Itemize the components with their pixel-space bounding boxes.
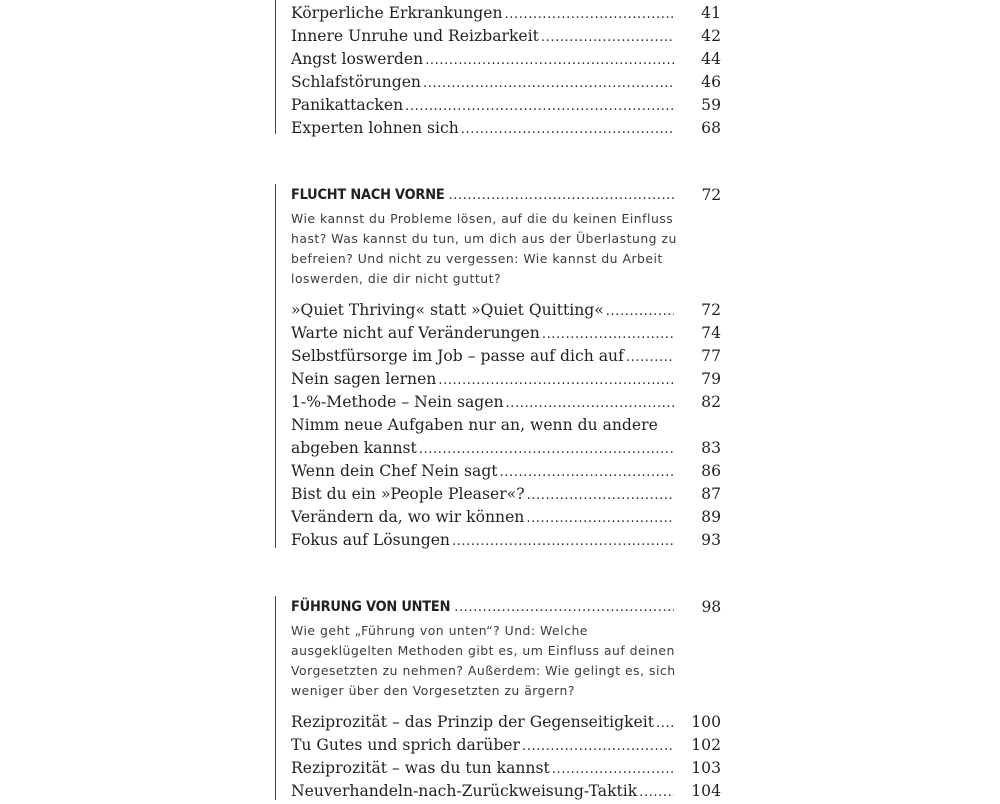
page-number: 44 (701, 50, 721, 68)
dot-leader (522, 735, 674, 758)
toc-section-2 (275, 184, 723, 548)
toc-entry: Warte nicht auf Veränderungen ..... 74 (291, 322, 721, 345)
section-heading: FLUCHT NACH VORNE ..... 72 (291, 184, 721, 206)
toc-entry: Wenn dein Chef Nein sagt ..... 86 (291, 460, 721, 483)
toc-entry: 1-%-Methode – Nein sagen ..... 82 (291, 391, 721, 414)
toc-entry: Neuverhandeln-nach-Zurückweisung-Taktik ..... 104 (291, 780, 721, 803)
page-number: 86 (701, 462, 721, 480)
page-number: 103 (691, 759, 721, 777)
toc-entry: Reziprozität – das Prinzip der Gegenseitigkeit ..... 100 (291, 711, 721, 734)
dot-leader (423, 72, 674, 95)
dot-leader (461, 118, 674, 141)
page-number: 93 (701, 531, 721, 549)
page-number: 82 (701, 393, 721, 411)
toc-entry: Experten lohnen sich ..... 68 (291, 117, 721, 140)
dot-leader (448, 185, 674, 207)
toc-entry-line2: abgeben kannst ..... 83 (291, 437, 721, 460)
section-description: Wie geht „Führung von unten“? Und: Welche ausgeklügelten Methoden gibt es, um Einfluss auf deinen Vorgesetzten zu nehmen? Außerdem: Wie gelingt es, sich weniger über den Vorgesetzten zu ärgern? (291, 623, 676, 698)
page-number: 72 (701, 301, 721, 319)
dot-leader (656, 712, 674, 735)
page-number: 79 (701, 370, 721, 388)
toc-entry-line1: Nimm neue Aufgaben nur an, wenn du andere (291, 416, 658, 434)
page-number: 46 (701, 73, 721, 91)
page-number: 42 (701, 27, 721, 45)
toc-entry: Innere Unruhe und Reizbarkeit ..... 42 (291, 25, 721, 48)
toc-entry: Verändern da, wo wir können ..... 89 (291, 506, 721, 529)
dot-leader (452, 530, 674, 553)
page-number: 59 (701, 96, 721, 114)
toc-entry: Nein sagen lernen ..... 79 (291, 368, 721, 391)
dot-leader (606, 300, 674, 323)
page-number: 98 (701, 598, 721, 616)
page-number: 104 (691, 782, 721, 800)
toc-section-3 (275, 596, 723, 800)
page-number: 74 (701, 324, 721, 342)
toc-entry: Selbstfürsorge im Job – passe auf dich auf ..... 77 (291, 345, 721, 368)
dot-leader (526, 507, 674, 530)
toc-entry: Bist du ein »People Pleaser«? ..... 87 (291, 483, 721, 506)
section-description: Wie kannst du Probleme lösen, auf die du keinen Einfluss hast? Was kannst du tun, um dich aus der Überlastung zu befreien? Und nicht zu vergessen: Wie kannst du Arbeit loswerden, die dir nicht guttut? (291, 211, 677, 286)
dot-leader (552, 758, 674, 781)
dot-leader (505, 3, 674, 26)
dot-leader (438, 369, 674, 392)
page-number: 100 (691, 713, 721, 731)
toc-entry: Körperliche Erkrankungen ..... 41 (291, 2, 721, 25)
dot-leader (639, 781, 674, 804)
page-number: 68 (701, 119, 721, 137)
dot-leader (626, 346, 674, 369)
toc-entry: Reziprozität – was du tun kannst ..... 103 (291, 757, 721, 780)
toc-entry: »Quiet Thriving« statt »Quiet Quitting« ..... 72 (291, 299, 721, 322)
page-number: 102 (691, 736, 721, 754)
dot-leader (506, 392, 674, 415)
dot-leader (500, 461, 674, 484)
toc-entry: Panikattacken ..... 59 (291, 94, 721, 117)
toc-entry: Angst loswerden ..... 44 (291, 48, 721, 71)
page-number: 77 (701, 347, 721, 365)
page-number: 72 (701, 186, 721, 204)
dot-leader (542, 323, 674, 346)
toc-entry: Schlafstörungen ..... 46 (291, 71, 721, 94)
dot-leader (425, 49, 674, 72)
dot-leader (527, 484, 674, 507)
dot-leader (541, 26, 674, 49)
toc-entry: Tu Gutes und sprich darüber ..... 102 (291, 734, 721, 757)
page-number: 89 (701, 508, 721, 526)
section-heading: FÜHRUNG VON UNTEN ..... 98 (291, 596, 721, 618)
toc-entry: Fokus auf Lösungen ..... 93 (291, 529, 721, 552)
page-number: 41 (701, 4, 721, 22)
page-number: 83 (701, 439, 721, 457)
page-number: 87 (701, 485, 721, 503)
dot-leader (454, 597, 674, 619)
dot-leader (419, 438, 674, 461)
toc-section-1 (275, 0, 723, 137)
dot-leader (405, 95, 674, 118)
